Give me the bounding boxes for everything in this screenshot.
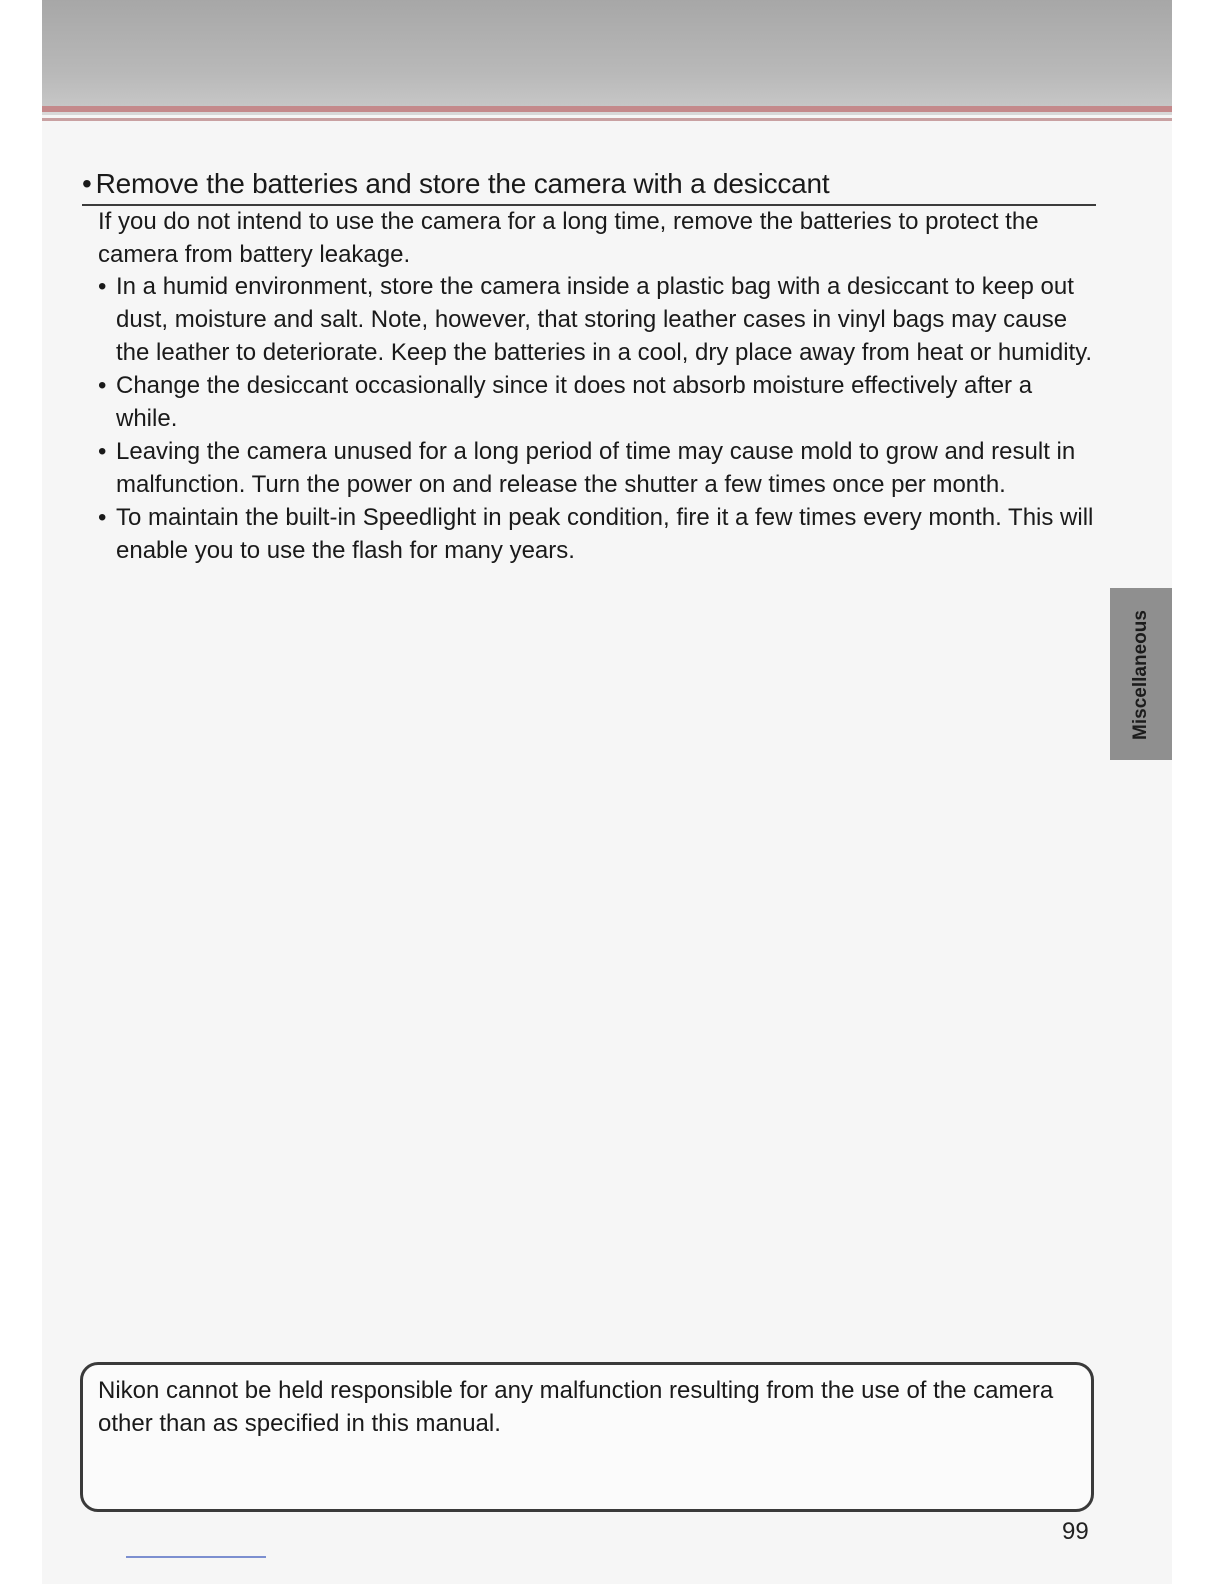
- notice-text: Nikon cannot be held responsible for any malfunction resulting from the use of the camera other than as specified in this manual.: [98, 1377, 1054, 1437]
- intro-paragraph: If you do not intend to use the camera for a long time, remove the batteries to protect the camera from battery leakage.: [98, 208, 1039, 268]
- footer-mark: [126, 1556, 266, 1558]
- list-item: • Leaving the camera unused for a long period of time may cause mold to grow and result in malfunction. Turn the power on and release the shutter a few times once per month.: [98, 435, 1098, 501]
- list-item: • Change the desiccant occasionally since it does not absorb moisture effectively after a while.: [98, 369, 1098, 435]
- header-rule: [42, 106, 1172, 115]
- bullet-icon: •: [82, 168, 92, 199]
- section-title: [82, 168, 1096, 206]
- list-item: • In a humid environment, store the camera inside a plastic bag with a desiccant to keep out dust, moisture and salt. Note, however, that storing leather cases in vinyl bags may cause the leather to deteriorate. Keep the batteries in a cool, dry place away from heat or humidity.: [98, 270, 1098, 369]
- header-band: [42, 0, 1172, 106]
- header-rule-secondary: [42, 118, 1172, 121]
- section-tab-label: Miscellaneous: [1130, 610, 1151, 740]
- list-item: • To maintain the built-in Speedlight in peak condition, fire it a few times every month. This will enable you to use the flash for many years.: [98, 501, 1098, 567]
- page-number: 99: [1062, 1518, 1089, 1545]
- section-title-text: Remove the batteries and store the camera with a desiccant: [95, 168, 830, 199]
- bullet-list: [98, 270, 1098, 567]
